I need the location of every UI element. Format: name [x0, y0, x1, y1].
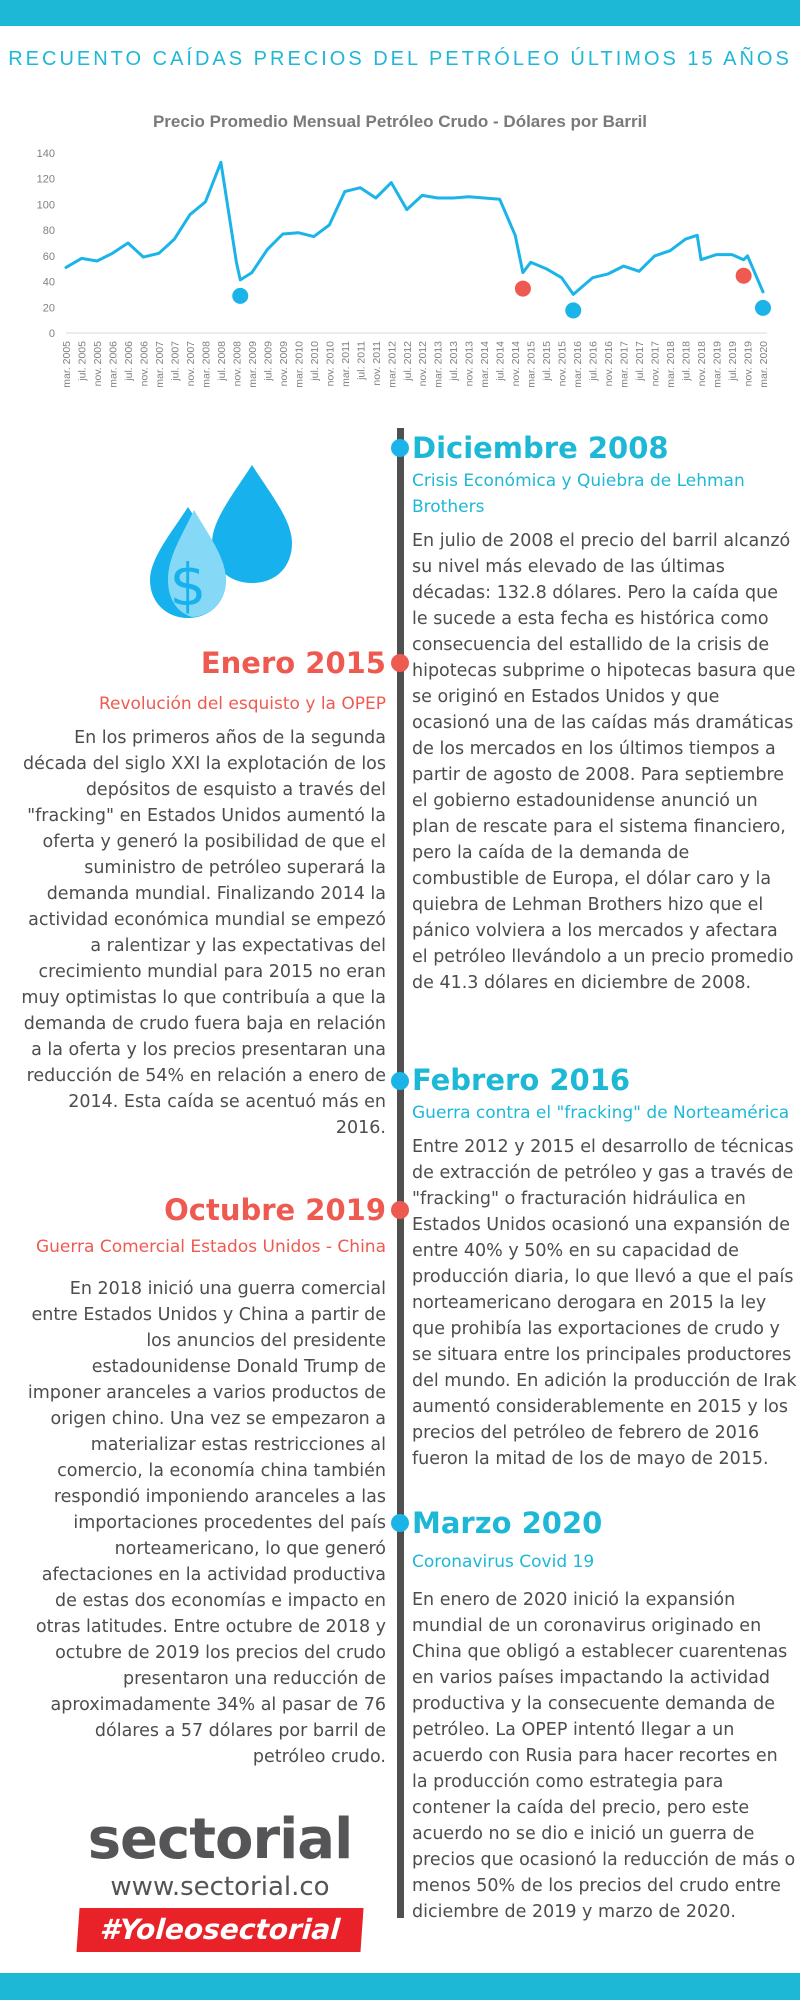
svg-text:mar. 2015: mar. 2015	[525, 341, 538, 388]
svg-text:jul. 2006: jul. 2006	[122, 341, 135, 381]
svg-text:jul. 2016: jul. 2016	[587, 341, 600, 381]
svg-text:mar. 2011: mar. 2011	[339, 341, 352, 387]
brand-name: sectorial	[87, 1807, 353, 1872]
event-date: Febrero 2016	[412, 1063, 631, 1097]
event-febrero-2016	[412, 1062, 798, 1472]
svg-text:nov. 2008: nov. 2008	[231, 341, 244, 387]
svg-text:nov. 2014: nov. 2014	[510, 341, 523, 387]
event-subtitle: Crisis Económica y Quiebra de Lehman Brothers	[412, 471, 745, 517]
svg-text:40: 40	[42, 276, 55, 289]
svg-text:mar. 2010: mar. 2010	[293, 341, 306, 388]
timeline-dot-2008	[391, 439, 409, 457]
event-body: Entre 2012 y 2015 el desarrollo de técnicas de extracción de petróleo y gas a través de "fracking" o fracturación hidráulica en Estados Unidos ocasionó una expansión de entre 40% y 50% en su capacidad de producción diaria, lo que llevó a que el país norteamericano derogara en 2015 la ley que prohibía las exportaciones de crudo y se situara entre los principales productores del mundo. En adición la producción de Irak aumentó considerablemente en 2015 y los precios del petróleo de febrero de 2016 fueron la mitad de los de mayo de 2015.	[412, 1137, 797, 1469]
event-date: Marzo 2020	[412, 1506, 603, 1540]
event-date: Octubre 2019	[164, 1193, 386, 1227]
svg-text:jul. 2007: jul. 2007	[169, 341, 182, 381]
svg-text:nov. 2006: nov. 2006	[138, 341, 151, 387]
svg-text:nov. 2012: nov. 2012	[417, 341, 430, 387]
svg-text:jul. 2010: jul. 2010	[308, 341, 321, 381]
timeline-dot-2016	[391, 1072, 409, 1090]
svg-text:nov. 2013: nov. 2013	[463, 341, 476, 387]
timeline-dot-2019	[391, 1201, 409, 1219]
svg-text:nov. 2005: nov. 2005	[91, 341, 104, 387]
event-diciembre-2008	[412, 430, 798, 996]
page-title: RECUENTO CAÍDAS PRECIOS DEL PETRÓLEO ÚLTIMOS 15 AÑOS	[8, 48, 792, 70]
event-octubre-2019	[18, 1192, 386, 1770]
svg-text:jul. 2012: jul. 2012	[401, 341, 414, 381]
svg-text:nov. 2017: nov. 2017	[649, 341, 662, 387]
chart-title: Precio Promedio Mensual Petróleo Crudo - Dólares por Barril	[152, 112, 648, 131]
svg-text:jul. 2009: jul. 2009	[262, 341, 275, 381]
brand-logo	[60, 1807, 380, 1970]
svg-text:mar. 2009: mar. 2009	[246, 341, 259, 388]
event-date: Enero 2015	[200, 646, 386, 680]
svg-text:jul. 2014: jul. 2014	[494, 341, 507, 381]
svg-text:mar. 2005: mar. 2005	[61, 341, 73, 388]
svg-text:mar. 2007: mar. 2007	[153, 341, 166, 388]
bottom-banner	[0, 1973, 800, 2000]
event-date: Diciembre 2008	[412, 431, 669, 465]
svg-text:20: 20	[42, 302, 55, 315]
svg-text:mar. 2017: mar. 2017	[618, 341, 631, 388]
event-body: En los primeros años de la segunda década del siglo XXI la explotación de los depósitos de esquisto a través del "fracking" en Estados Unidos aumentó la oferta y generó la posibilidad de que el suministro de petróleo superará la demanda mundial. Finalizando 2014 la actividad económica mundial se empezó a ralentizar y las expectativas del crecimiento mundial para 2015 no eran muy optimistas lo que contribuía a que la demanda de crudo fuera baja en relación a la oferta y los precios presentaran una reducción de 54% en relación a enero de 2014. Esta caída se acentuó más en 2016.	[21, 728, 386, 1138]
svg-text:mar. 2008: mar. 2008	[200, 341, 213, 388]
svg-text:$: $	[169, 551, 207, 619]
event-enero-2015	[18, 645, 386, 1141]
svg-text:nov. 2009: nov. 2009	[277, 341, 290, 387]
svg-text:jul. 2008: jul. 2008	[215, 341, 228, 381]
svg-text:jul. 2017: jul. 2017	[634, 341, 647, 381]
timeline-line	[397, 428, 404, 1918]
line-chart	[0, 130, 800, 420]
svg-text:nov. 2010: nov. 2010	[324, 341, 337, 387]
event-subtitle: Guerra Comercial Estados Unidos - China	[35, 1237, 386, 1257]
svg-text:nov. 2018: nov. 2018	[696, 341, 709, 387]
svg-text:mar. 2020: mar. 2020	[758, 341, 770, 388]
timeline-dot-2015	[391, 654, 409, 672]
event-subtitle: Revolución del esquisto y la OPEP	[98, 694, 386, 714]
svg-text:nov. 2019: nov. 2019	[742, 341, 755, 387]
svg-text:mar. 2012: mar. 2012	[386, 341, 399, 388]
svg-text:nov. 2016: nov. 2016	[603, 341, 616, 387]
svg-text:100: 100	[36, 199, 55, 212]
timeline-dot-2020	[391, 1514, 409, 1532]
svg-text:mar. 2016: mar. 2016	[572, 341, 585, 388]
svg-text:80: 80	[42, 225, 55, 238]
event-subtitle: Coronavirus Covid 19	[412, 1552, 595, 1572]
svg-text:120: 120	[36, 173, 55, 186]
svg-text:jul. 2019: jul. 2019	[727, 341, 740, 381]
svg-text:jul. 2018: jul. 2018	[680, 341, 693, 381]
svg-text:nov. 2007: nov. 2007	[184, 341, 197, 387]
svg-text:jul. 2011: jul. 2011	[355, 341, 368, 380]
svg-text:mar. 2013: mar. 2013	[432, 341, 445, 388]
event-marzo-2020	[412, 1505, 798, 1925]
svg-text:140: 140	[36, 148, 55, 160]
svg-text:mar. 2019: mar. 2019	[711, 341, 724, 388]
price-chart	[0, 130, 800, 420]
svg-text:60: 60	[42, 250, 55, 263]
oil-drops-dollar-icon	[140, 440, 300, 620]
event-body: En enero de 2020 inició la expansión mundial de un coronavirus originado en China que obligó a establecer cuarentenas en varios países impactando la actividad productiva y la consecuente demanda de petróleo. La OPEP intentó llegar a un acuerdo con Rusia para hacer recortes en la producción como estrategia para contener la caída del precio, pero este acuerdo no se dio e inició un guerra de precios que ocasionó la reducción de más o menos 50% de los precios del crudo entre diciembre de 2019 y marzo de 2020.	[412, 1590, 796, 1922]
top-banner	[0, 0, 800, 26]
brand-url[interactable]: www.sectorial.co	[110, 1872, 330, 1902]
svg-text:jul. 2013: jul. 2013	[448, 341, 461, 381]
svg-text:mar. 2006: mar. 2006	[107, 341, 120, 388]
svg-text:jul. 2005: jul. 2005	[76, 341, 89, 381]
svg-text:jul. 2015: jul. 2015	[541, 341, 554, 381]
svg-text:mar. 2014: mar. 2014	[479, 341, 492, 388]
svg-text:nov. 2015: nov. 2015	[556, 341, 569, 387]
svg-text:nov. 2011: nov. 2011	[370, 341, 383, 386]
brand-hashtag: #Yoleosectorial	[76, 1908, 363, 1952]
event-body: En julio de 2008 el precio del barril alcanzó su nivel más elevado de las últimas décadas: 132.8 dólares. Pero la caída que le sucede a esta fecha es histórica como consecuencia del estallido de la crisis de hipotecas subprime o hipotecas basura que se originó en Estados Unidos y que ocasionó una de las caídas más dramáticas de los mercados en los últimos tiempos a partir de agosto de 2008. Para septiembre el gobierno estadounidense anunció un plan de rescate para el sistema financiero, pero la caída de la demanda de combustible de Europa, el dólar caro y la quiebra de Lehman Brothers hizo que el pánico volviera a los mercados y afectara el petróleo llevándolo a un precio promedio de 41.3 dólares en diciembre de 2008.	[412, 531, 796, 993]
event-subtitle: Guerra contra el "fracking" de Norteamérica	[412, 1103, 790, 1123]
event-body: En 2018 inició una guerra comercial entre Estados Unidos y China a partir de los anuncios del presidente estadounidense Donald Trump de imponer aranceles a varios productos de origen chino. Una vez se empezaron a materializar estas restricciones al comercio, la economía china también respondió imponiendo aranceles a las importaciones procedentes del país norteamericano, lo que generó afectaciones en la actividad productiva de estas dos economías e impacto en otras latitudes. Entre octubre de 2018 y octubre de 2019 los precios del crudo presentaron una reducción de aproximadamente 34% al pasar de 76 dólares a 57 dólares por barril de petróleo crudo.	[27, 1279, 386, 1767]
svg-text:mar. 2018: mar. 2018	[665, 341, 678, 388]
svg-text:0: 0	[48, 328, 55, 340]
